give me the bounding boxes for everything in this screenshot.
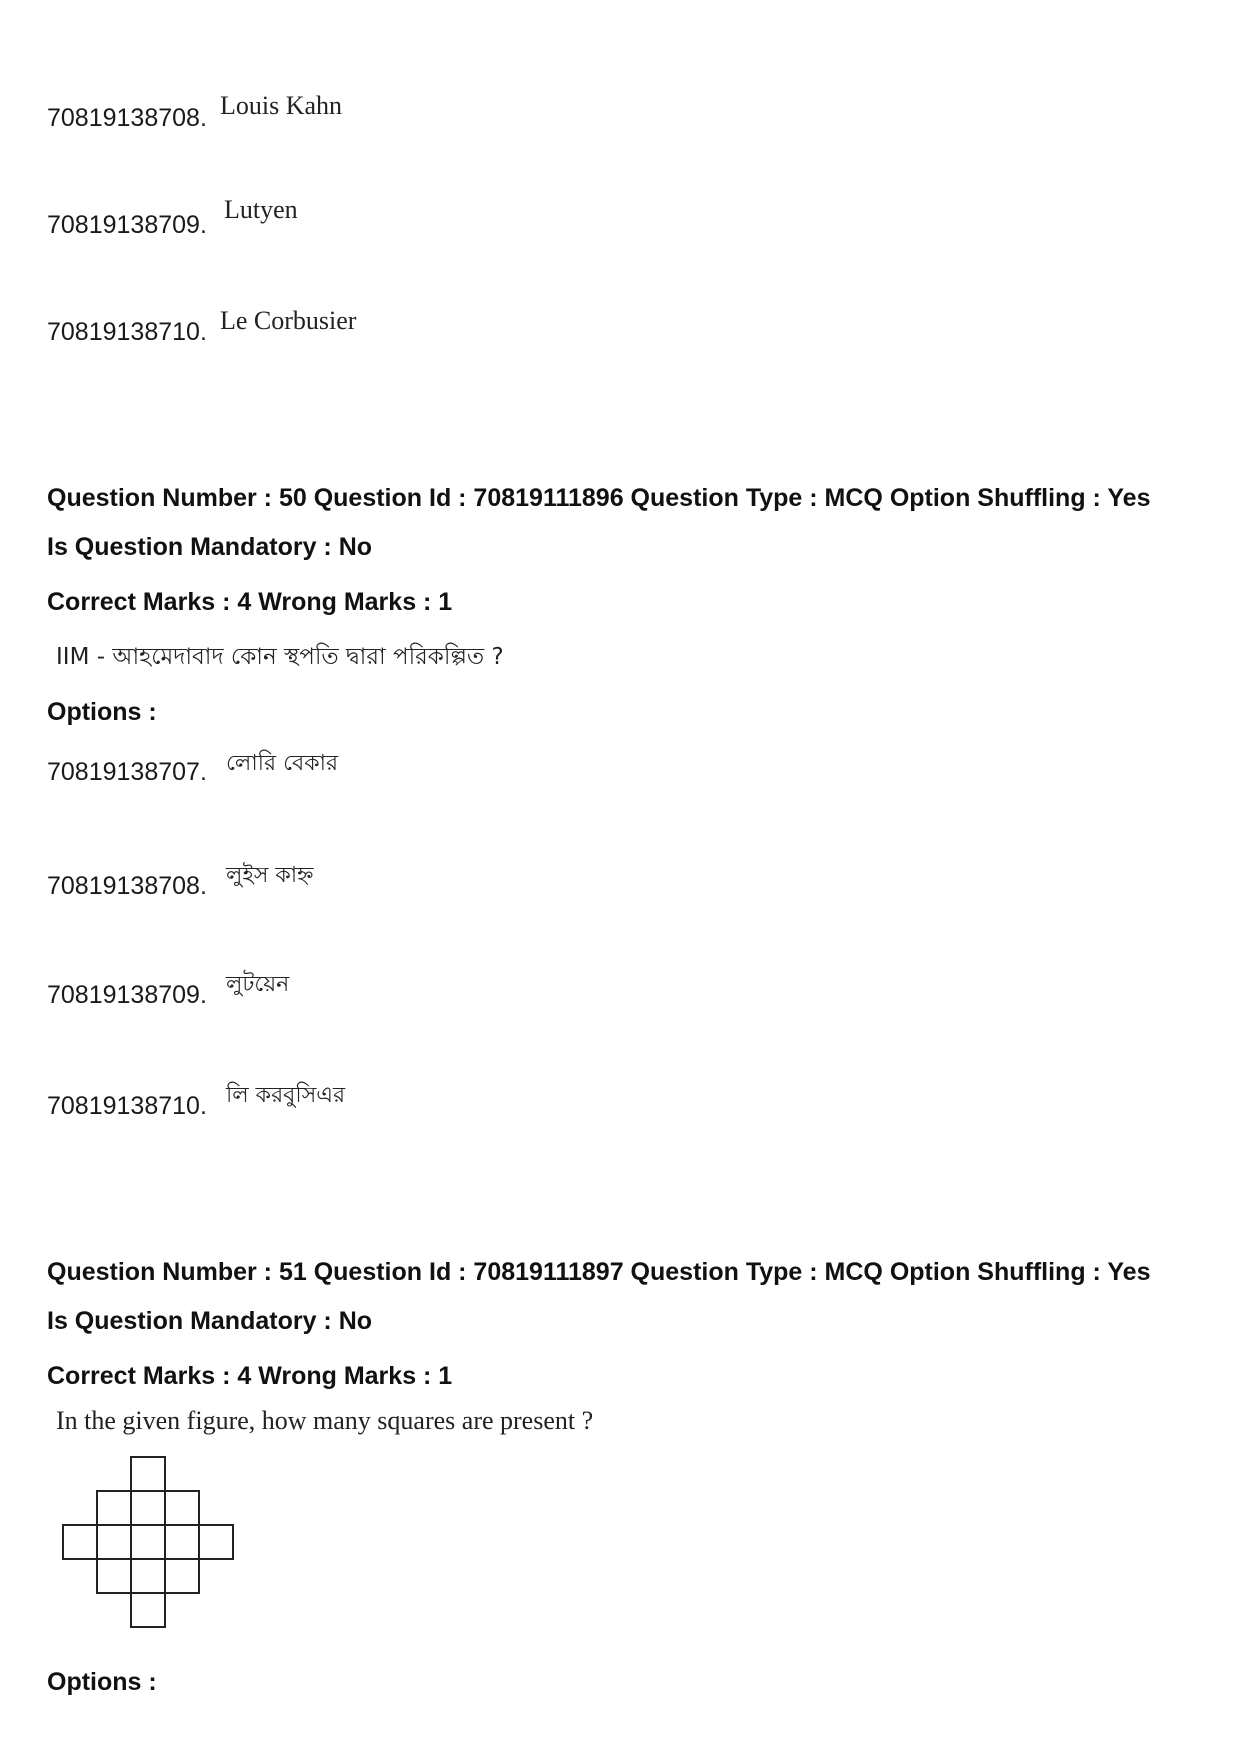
question-header: Question Number : 50 Question Id : 70819111896 Question Type : MCQ Option Shuffling : Yes [47,484,1151,512]
question-mandatory: Is Question Mandatory : No [47,533,373,561]
options-label: Options : [47,1668,157,1696]
option-id: 70819138707. [47,758,207,786]
option-id: 70819138710. [47,318,207,346]
question-marks: Correct Marks : 4 Wrong Marks : 1 [47,588,453,616]
question-header: Question Number : 51 Question Id : 70819111897 Question Type : MCQ Option Shuffling : Yes [47,1258,1151,1286]
question-text: IIM - আহমেদাবাদ কোন স্থপতি দ্বারা পরিকল্পিত ? [56,644,504,670]
question-text: In the given figure, how many squares are present ? [56,1406,594,1435]
option-id: 70819138708. [47,872,207,900]
option-text: লি করবুসিএর [226,1083,346,1108]
option-text: Louis Kahn [220,91,343,120]
option-id: 70819138710. [47,1092,207,1120]
option-id: 70819138709. [47,211,207,239]
option-text: লোরি বেকার [226,751,339,776]
option-text: লুইস কাহ্ন [226,863,314,888]
option-id: 70819138709. [47,981,207,1009]
option-text: Le Corbusier [220,306,357,335]
question-mandatory: Is Question Mandatory : No [47,1307,373,1335]
option-text: Lutyen [224,195,298,224]
option-text: লুটয়েন [226,972,290,997]
question-marks: Correct Marks : 4 Wrong Marks : 1 [47,1362,453,1390]
options-label: Options : [47,698,157,726]
squares-figure [60,1455,240,1630]
option-id: 70819138708. [47,104,207,132]
